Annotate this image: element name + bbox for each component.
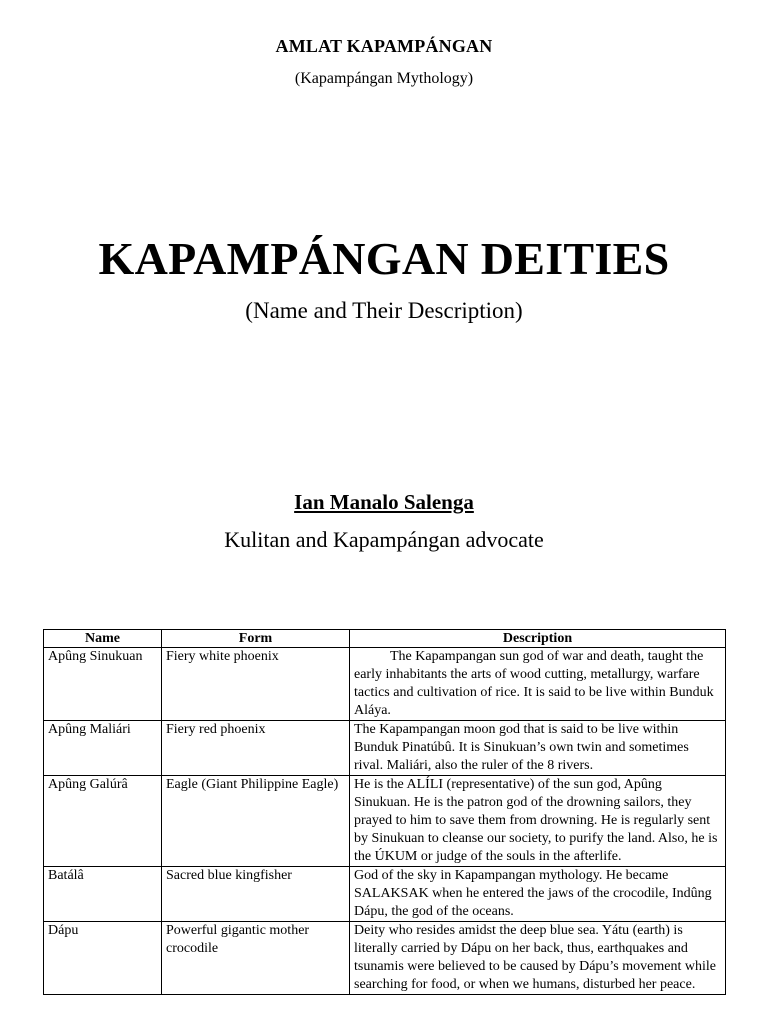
cell-form: Sacred blue kingfisher — [162, 867, 350, 922]
column-header-name: Name — [44, 630, 162, 648]
cell-form: Fiery white phoenix — [162, 648, 350, 721]
document-title: KAPAMPÁNGAN DEITIES — [98, 233, 670, 284]
document-subtitle: (Name and Their Description) — [245, 298, 523, 323]
author-role: Kulitan and Kapampángan advocate — [224, 527, 544, 552]
deities-table — [43, 629, 726, 995]
table-row — [44, 922, 726, 995]
deities-table-container — [43, 629, 725, 995]
cell-description: Deity who resides amidst the deep blue sea. Yátu (earth) is literally carried by Dápu on her back, thus, earthquakes and tsunamis were believed to be caused by Dápu’s movement while searching for food, or when we humans, disturbed her peace. — [350, 922, 726, 995]
header-title: AMLAT KAPAMPÁNGAN — [275, 36, 493, 56]
cell-description: He is the ALÍLI (representative) of the sun god, Apûng Sinukuan. He is the patron god of the drowning sailors, they prayed to him to save them from drowning. He is regularly sent by Sinukuan to cleanse our society, to purify the land. Also, he is the ÚKUM or judge of the souls in the afterlife. — [350, 776, 726, 867]
cell-description: The Kapampangan sun god of war and death, taught the early inhabitants the arts of wood cutting, metallurgy, warfare tactics and cultivation of rice. It is said to be live within Bunduk Aláya. — [350, 648, 726, 721]
cell-description: God of the sky in Kapampangan mythology. He became SALAKSAK when he entered the jaws of the crocodile, Indûng Dápu, the god of the oceans. — [350, 867, 726, 922]
table-row — [44, 648, 726, 721]
cell-name: Apûng Galúrâ — [44, 776, 162, 867]
table-row — [44, 776, 726, 867]
cell-name: Apûng Sinukuan — [44, 648, 162, 721]
author-name: Ian Manalo Salenga — [294, 490, 474, 514]
cell-form: Eagle (Giant Philippine Eagle) — [162, 776, 350, 867]
cell-form: Fiery red phoenix — [162, 721, 350, 776]
header-subtitle: (Kapampángan Mythology) — [294, 70, 474, 87]
cell-name: Batálâ — [44, 867, 162, 922]
table-row — [44, 867, 726, 922]
column-header-form: Form — [162, 630, 350, 648]
cell-name: Apûng Maliári — [44, 721, 162, 776]
cell-name: Dápu — [44, 922, 162, 995]
table-row — [44, 721, 726, 776]
cell-form: Powerful gigantic mother crocodile — [162, 922, 350, 995]
column-header-description: Description — [350, 630, 726, 648]
table-header-row — [44, 630, 726, 648]
cell-description: The Kapampangan moon god that is said to be live within Bunduk Pinatúbû. It is Sinukuan’s own twin and sometimes rival. Maliári, also the ruler of the 8 rivers. — [350, 721, 726, 776]
